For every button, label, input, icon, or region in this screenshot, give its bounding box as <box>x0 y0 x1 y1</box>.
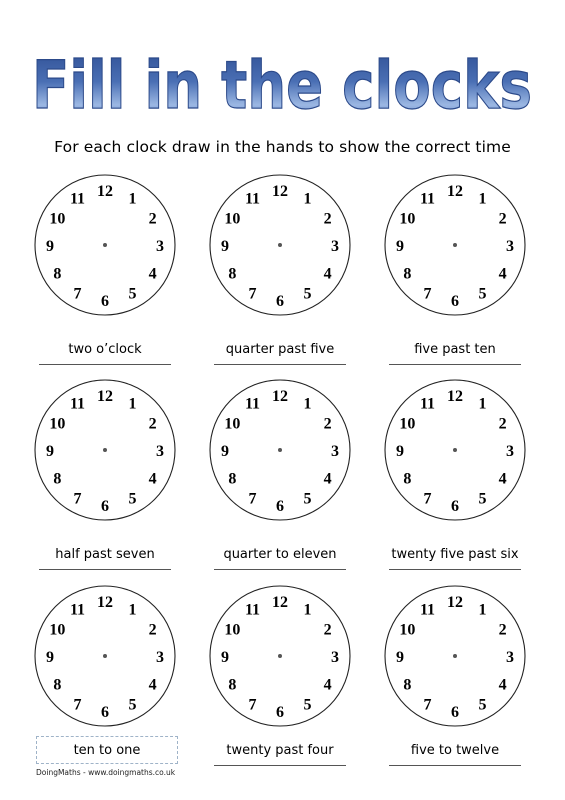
clock-number: 10 <box>49 210 66 228</box>
answer-line <box>389 364 521 365</box>
time-label[interactable] <box>36 736 178 764</box>
clock-number: 6 <box>451 498 459 515</box>
footer-credit: DoingMaths - www.doingmaths.co.uk <box>36 768 176 777</box>
time-label <box>214 743 346 766</box>
clock-number: 5 <box>478 490 487 508</box>
clock-number: 6 <box>451 293 459 310</box>
clock-number: 4 <box>323 676 332 694</box>
clock-number: 3 <box>156 443 164 460</box>
clock-number: 1 <box>128 601 137 619</box>
clock-number: 11 <box>244 190 261 208</box>
clock-number: 6 <box>276 704 284 721</box>
clock-number: 5 <box>303 285 312 303</box>
clock-number: 9 <box>396 649 404 666</box>
clock-number: 4 <box>498 265 507 283</box>
clock-number: 4 <box>323 265 332 283</box>
clock-face[interactable] <box>205 170 355 320</box>
clock-number: 10 <box>224 210 241 228</box>
clock-number: 8 <box>53 676 62 694</box>
clock-face[interactable] <box>30 581 180 731</box>
clock-number: 8 <box>228 470 237 488</box>
time-label-text: half past seven <box>55 547 155 562</box>
clock-number: 7 <box>423 285 432 303</box>
clock-face[interactable] <box>30 170 180 320</box>
clock-number: 4 <box>148 676 157 694</box>
clock-number: 3 <box>331 238 339 255</box>
clock-number: 8 <box>53 265 62 283</box>
clock-face[interactable] <box>380 170 530 320</box>
clock-number: 9 <box>221 443 229 460</box>
clock-number: 8 <box>53 470 62 488</box>
clock-number: 2 <box>323 210 332 228</box>
clock-number: 10 <box>224 621 241 639</box>
clock-number: 1 <box>303 601 312 619</box>
clock-number: 10 <box>399 415 416 433</box>
time-label-text: five past ten <box>414 342 496 357</box>
clock-number: 3 <box>331 443 339 460</box>
clock-number: 7 <box>73 285 82 303</box>
clock-center-dot <box>453 448 457 452</box>
clock-number: 8 <box>403 676 412 694</box>
clock-number: 6 <box>451 704 459 721</box>
time-label-text: quarter to eleven <box>223 547 337 562</box>
clock-number: 9 <box>46 443 54 460</box>
clock-number: 5 <box>478 285 487 303</box>
clock-number: 8 <box>228 265 237 283</box>
clock-number: 6 <box>276 498 284 515</box>
clock-number: 11 <box>69 395 86 413</box>
clock-number: 9 <box>396 443 404 460</box>
clock-number: 12 <box>97 594 113 611</box>
clock-number: 6 <box>101 498 109 515</box>
clock-number: 1 <box>128 190 137 208</box>
clock-number: 6 <box>276 293 284 310</box>
time-label <box>39 342 171 365</box>
clock-number: 2 <box>148 415 157 433</box>
clock-number: 5 <box>303 696 312 714</box>
clock-number: 10 <box>399 621 416 639</box>
clock-face[interactable] <box>30 375 180 525</box>
clock-number: 3 <box>156 649 164 666</box>
clock-face[interactable] <box>205 581 355 731</box>
clock-number: 3 <box>156 238 164 255</box>
clock-number: 10 <box>399 210 416 228</box>
clock-number: 2 <box>498 621 507 639</box>
clock-number: 3 <box>331 649 339 666</box>
clock-number: 2 <box>323 621 332 639</box>
clock-number: 5 <box>128 696 137 714</box>
clock-center-dot <box>453 243 457 247</box>
clock-face[interactable] <box>380 581 530 731</box>
clock-number: 10 <box>49 621 66 639</box>
clock-number: 12 <box>447 594 463 611</box>
clock-center-dot <box>103 448 107 452</box>
page-title <box>0 28 565 133</box>
clock-number: 9 <box>46 649 54 666</box>
clock-number: 12 <box>272 594 288 611</box>
clock-number: 8 <box>403 470 412 488</box>
clock-number: 7 <box>73 490 82 508</box>
clock-number: 9 <box>396 238 404 255</box>
clock-number: 12 <box>447 388 463 405</box>
clock-number: 2 <box>148 621 157 639</box>
clock-number: 12 <box>447 183 463 200</box>
clock-number: 9 <box>221 649 229 666</box>
time-label <box>214 547 346 570</box>
clock-number: 12 <box>272 183 288 200</box>
clock-number: 7 <box>248 696 257 714</box>
clock-number: 11 <box>419 190 436 208</box>
clock-number: 9 <box>221 238 229 255</box>
clock-center-dot <box>103 654 107 658</box>
clock-number: 3 <box>506 443 514 460</box>
clock-number: 1 <box>478 601 487 619</box>
clock-number: 1 <box>303 190 312 208</box>
clock-number: 7 <box>73 696 82 714</box>
clock-number: 4 <box>498 676 507 694</box>
clock-center-dot <box>453 654 457 658</box>
clock-number: 8 <box>403 265 412 283</box>
clock-number: 4 <box>498 470 507 488</box>
answer-line <box>39 569 171 570</box>
time-label <box>389 342 521 365</box>
clock-number: 1 <box>478 395 487 413</box>
answer-line <box>214 569 346 570</box>
clock-number: 10 <box>49 415 66 433</box>
clock-face[interactable] <box>205 375 355 525</box>
clock-number: 2 <box>148 210 157 228</box>
clock-face[interactable] <box>380 375 530 525</box>
clock-number: 12 <box>97 388 113 405</box>
time-label-text: ten to one <box>73 743 141 758</box>
clock-number: 1 <box>303 395 312 413</box>
clock-number: 11 <box>244 395 261 413</box>
answer-line <box>389 569 521 570</box>
clock-number: 5 <box>303 490 312 508</box>
clock-number: 1 <box>128 395 137 413</box>
time-label <box>39 547 171 570</box>
clock-number: 3 <box>506 649 514 666</box>
clock-number: 5 <box>128 490 137 508</box>
time-label <box>389 743 521 766</box>
clock-number: 6 <box>101 704 109 721</box>
answer-line <box>39 364 171 365</box>
time-label-text: five to twelve <box>410 743 500 758</box>
clock-center-dot <box>103 243 107 247</box>
clock-number: 7 <box>423 490 432 508</box>
clock-number: 2 <box>498 210 507 228</box>
clock-number: 5 <box>478 696 487 714</box>
time-label-text: twenty five past six <box>391 547 519 562</box>
clock-number: 1 <box>478 190 487 208</box>
time-label <box>389 547 521 570</box>
answer-line <box>214 364 346 365</box>
clock-number: 11 <box>419 395 436 413</box>
clock-number: 2 <box>323 415 332 433</box>
page-title-text: Fill in the clocks <box>32 47 532 124</box>
clock-number: 12 <box>97 183 113 200</box>
clock-center-dot <box>278 448 282 452</box>
clock-number: 11 <box>69 190 86 208</box>
clock-number: 2 <box>498 415 507 433</box>
time-label <box>214 342 346 365</box>
clock-center-dot <box>278 243 282 247</box>
clock-number: 6 <box>101 293 109 310</box>
clock-number: 3 <box>506 238 514 255</box>
time-label-text: quarter past five <box>225 342 335 357</box>
clock-number: 7 <box>248 285 257 303</box>
clock-number: 11 <box>244 601 261 619</box>
time-label-text: twenty past four <box>226 743 334 758</box>
clock-number: 11 <box>69 601 86 619</box>
answer-line <box>389 765 521 766</box>
clock-number: 7 <box>248 490 257 508</box>
clock-number: 7 <box>423 696 432 714</box>
clock-number: 8 <box>228 676 237 694</box>
clock-number: 4 <box>148 470 157 488</box>
clock-number: 4 <box>148 265 157 283</box>
clock-number: 11 <box>419 601 436 619</box>
answer-line <box>214 765 346 766</box>
clock-center-dot <box>278 654 282 658</box>
clock-number: 12 <box>272 388 288 405</box>
clock-number: 5 <box>128 285 137 303</box>
clock-number: 4 <box>323 470 332 488</box>
time-label-text: two o’clock <box>68 342 142 357</box>
clock-number: 10 <box>224 415 241 433</box>
clock-number: 9 <box>46 238 54 255</box>
instruction-text: For each clock draw in the hands to show the correct time <box>54 138 511 156</box>
